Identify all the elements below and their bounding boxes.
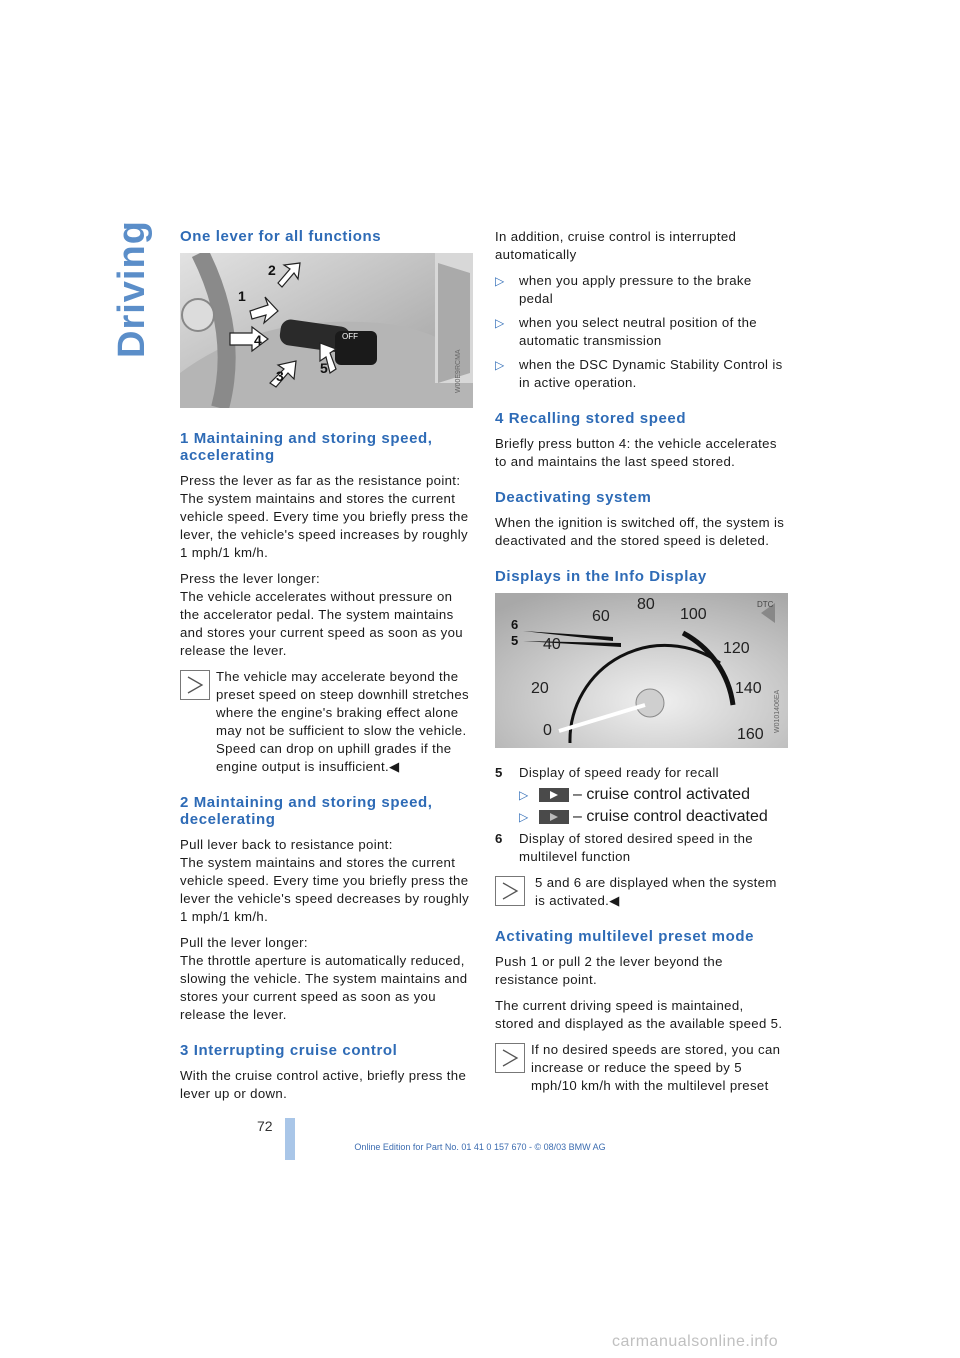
svg-text:OFF: OFF xyxy=(342,332,358,341)
svg-text:W00E9RCMA: W00E9RCMA xyxy=(455,349,462,393)
svg-text:120: 120 xyxy=(723,640,750,657)
svg-text:2: 2 xyxy=(268,262,276,278)
section1-title: 1 Maintaining and storing speed, accelerating xyxy=(180,430,433,464)
svg-text:60: 60 xyxy=(592,608,610,625)
legend-subitem-activated: ▷ – cruise control activated xyxy=(519,786,750,803)
legend-item-5: 5 Display of speed ready for recall xyxy=(495,765,719,780)
page-marker-bar xyxy=(285,1118,295,1160)
multilevel-title: Activating multilevel preset mode xyxy=(495,928,755,945)
section1-paragraph-2: Press the lever longer: The vehicle accelerates without pressure on the accelerator pedal. The system maintains and stores your current speed as soon as you release the lever. xyxy=(180,571,463,658)
svg-text:DTC: DTC xyxy=(757,600,774,609)
left-column xyxy=(180,228,470,1111)
section2-paragraph-2: Pull the lever longer: The throttle aperture is automatically reduced, slowing the vehicle. The system maintains and stores your current speed as soon as you release the lever. xyxy=(180,935,468,1022)
svg-text:160: 160 xyxy=(737,726,764,743)
note-displayed-text: 5 and 6 are displayed when the system is activated.◀ xyxy=(535,875,777,908)
lever-illustration xyxy=(180,253,473,408)
section1-paragraph-1: Press the lever as far as the resistance point: The system maintains and stores the current vehicle speed. Every time you briefly press the lever, the vehicle's speed increases by roughly 1 mph/1 km/h. xyxy=(180,473,469,560)
section2-title: 2 Maintaining and storing speed, decelerating xyxy=(180,794,433,828)
svg-text:40: 40 xyxy=(543,636,561,653)
cruise-inactive-icon xyxy=(539,810,569,824)
speedometer-illustration xyxy=(495,593,788,748)
bullet-arrow-icon: ▷ xyxy=(495,358,505,372)
list-item: ▷ when you apply pressure to the brake pedal xyxy=(495,273,752,306)
chapter-tab xyxy=(111,220,153,408)
section2-paragraph-1: Pull lever back to resistance point: The system maintains and stores the current vehicle speed. Every time you briefly press the lever the vehicle's speed decreases by roughly 1 mph/1 km/h. xyxy=(180,837,470,924)
svg-text:6: 6 xyxy=(511,617,519,632)
legend-subitem-deactivated: ▷ – cruise control deactivated xyxy=(519,808,768,825)
deactivating-paragraph: When the ignition is switched off, the system is deactivated and the stored speed is deleted. xyxy=(495,515,785,548)
list-item: ▷ when you select neutral position of the automatic transmission xyxy=(495,315,757,348)
svg-text:4: 4 xyxy=(254,332,262,348)
cruise-active-icon xyxy=(539,788,569,802)
lever-photo xyxy=(180,253,473,408)
bullet-arrow-icon: ▷ xyxy=(495,316,505,330)
legend-item-6: 6 Display of stored desired speed in the multilevel function xyxy=(495,831,753,864)
deactivating-title: Deactivating system xyxy=(495,489,652,506)
svg-text:80: 80 xyxy=(637,596,655,613)
svg-text:100: 100 xyxy=(680,606,707,623)
right-column xyxy=(495,228,785,1105)
page-number: 72 xyxy=(257,1118,273,1134)
section3-paragraph-1: With the cruise control active, briefly press the lever up or down. xyxy=(180,1068,467,1101)
section4-paragraph: Briefly press button 4: the vehicle accelerates to and maintains the last speed stored. xyxy=(495,436,777,469)
footer-text: Online Edition for Part No. 01 41 0 157 670 - © 08/03 BMW AG xyxy=(354,1142,606,1152)
note-downhill-text: The vehicle may accelerate beyond the preset speed on steep downhill stretches where the engine's braking effect alone may not be sufficient to slow the vehicle. Speed can drop on uphill grades if the engine output is insufficient.◀ xyxy=(216,669,469,774)
watermark: carmanualsonline.info xyxy=(612,1333,779,1350)
list-item: ▷ when the DSC Dynamic Stability Control is in active operation. xyxy=(495,357,783,390)
svg-text:1: 1 xyxy=(238,288,246,304)
bullet-arrow-icon: ▷ xyxy=(519,810,529,824)
speedometer-image xyxy=(495,593,788,748)
note-icon xyxy=(180,670,210,700)
note-icon xyxy=(495,1043,525,1073)
chapter-title: Driving xyxy=(111,220,153,358)
multilevel-paragraph-1: Push 1 or pull 2 the lever beyond the resistance point. xyxy=(495,954,723,987)
svg-text:5: 5 xyxy=(511,633,519,648)
note-multilevel-text: If no desired speeds are stored, you can increase or reduce the speed by 5 mph/10 km/h with the multilevel preset xyxy=(531,1042,781,1093)
svg-text:3: 3 xyxy=(276,368,284,384)
multilevel-paragraph-2: The current driving speed is maintained, stored and displayed as the available speed 5. xyxy=(495,998,783,1031)
note-multilevel xyxy=(495,1041,785,1095)
displays-title: Displays in the Info Display xyxy=(495,568,707,585)
section3-title: 3 Interrupting cruise control xyxy=(180,1042,398,1059)
svg-text:20: 20 xyxy=(531,680,549,697)
svg-text:0: 0 xyxy=(543,722,552,739)
section4-title: 4 Recalling stored speed xyxy=(495,410,687,427)
svg-text:140: 140 xyxy=(735,680,762,697)
note-icon xyxy=(495,876,525,906)
note-downhill xyxy=(180,668,470,776)
bullet-arrow-icon: ▷ xyxy=(495,274,505,288)
svg-text:W0101406EA: W0101406EA xyxy=(774,689,781,733)
bullet-arrow-icon: ▷ xyxy=(519,788,529,802)
interrupt-intro: In addition, cruise control is interrupted automatically xyxy=(495,229,737,262)
svg-text:5: 5 xyxy=(320,360,328,376)
note-displayed xyxy=(495,874,785,910)
heading-one-lever: One lever for all functions xyxy=(180,228,382,245)
